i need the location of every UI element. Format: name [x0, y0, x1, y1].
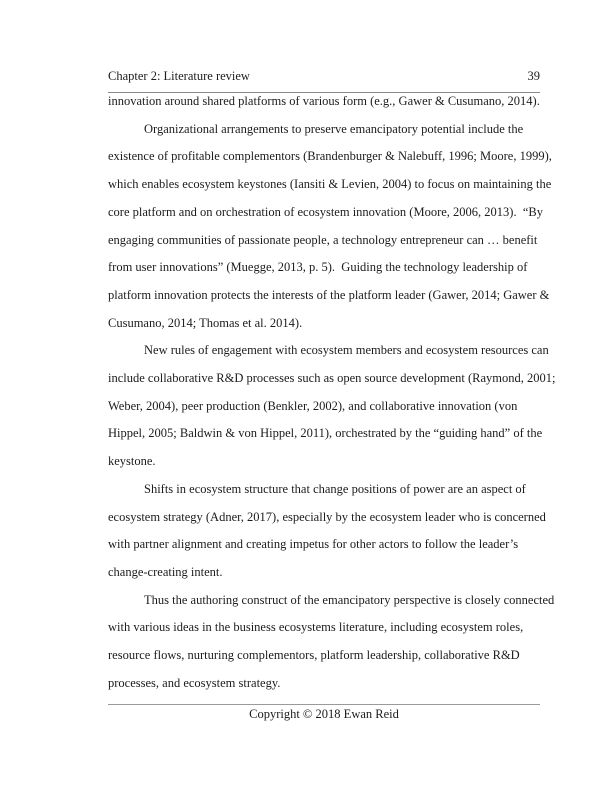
body-text: [108, 88, 556, 697]
paragraph: [108, 116, 556, 338]
text-line: Hippel, 2005; Baldwin & von Hippel, 2011), orchestrated by the “guiding hand” of the: [108, 426, 543, 441]
page-header: [108, 68, 540, 84]
text-line: with various ideas in the business ecosystems literature, including ecosystem roles,: [108, 620, 524, 635]
text-line: ecosystem strategy (Adner, 2017), especially by the ecosystem leader who is concerned: [108, 509, 546, 524]
text-line: with partner alignment and creating impetus for other actors to follow the leader’s: [108, 537, 519, 552]
text-line: core platform and on orchestration of ecosystem innovation (Moore, 2006, 2013). “By: [108, 204, 543, 219]
text-line: engaging communities of passionate people, a technology entrepreneur can … benefit: [108, 232, 538, 247]
copyright-notice: Copyright © 2018 Ewan Reid: [249, 707, 399, 721]
text-line: processes, and ecosystem strategy.: [108, 675, 281, 690]
text-line: platform innovation protects the interests of the platform leader (Gawer, 2014; Gawer &: [108, 287, 550, 302]
text-line: Shifts in ecosystem structure that change positions of power are an aspect of: [144, 481, 526, 496]
text-line: New rules of engagement with ecosystem members and ecosystem resources can: [144, 343, 549, 358]
paragraph: [108, 476, 556, 587]
text-line: innovation around shared platforms of various form (e.g., Gawer & Cusumano, 2014).: [108, 94, 540, 108]
running-head: Chapter 2: Literature review: [108, 69, 250, 83]
text-line: which enables ecosystem keystones (Iansiti & Levien, 2004) to focus on maintaining the: [108, 177, 552, 192]
text-line: change-creating intent.: [108, 564, 223, 579]
paragraph: [108, 88, 556, 116]
page-footer: [108, 705, 540, 723]
text-line: resource flows, nurturing complementors, platform leadership, collaborative R&D: [108, 648, 520, 663]
text-line: include collaborative R&D processes such as open source development (Raymond, 2001;: [108, 371, 556, 386]
text-line: keystone.: [108, 454, 156, 469]
paragraph: [108, 587, 556, 698]
text-line: Cusumano, 2014; Thomas et al. 2014).: [108, 315, 303, 330]
paragraph: [108, 337, 556, 476]
text-line: from user innovations” (Muegge, 2013, p. 5). Guiding the technology leadership of: [108, 260, 528, 275]
text-line: Weber, 2004), peer production (Benkler, 2002), and collaborative innovation (von: [108, 398, 518, 413]
text-line: Thus the authoring construct of the emancipatory perspective is closely connected: [144, 592, 555, 607]
text-line: existence of profitable complementors (Brandenburger & Nalebuff, 1996; Moore, 1999),: [108, 149, 552, 164]
text-line: Organizational arrangements to preserve emancipatory potential include the: [144, 121, 524, 136]
page-number: 39: [527, 69, 540, 83]
